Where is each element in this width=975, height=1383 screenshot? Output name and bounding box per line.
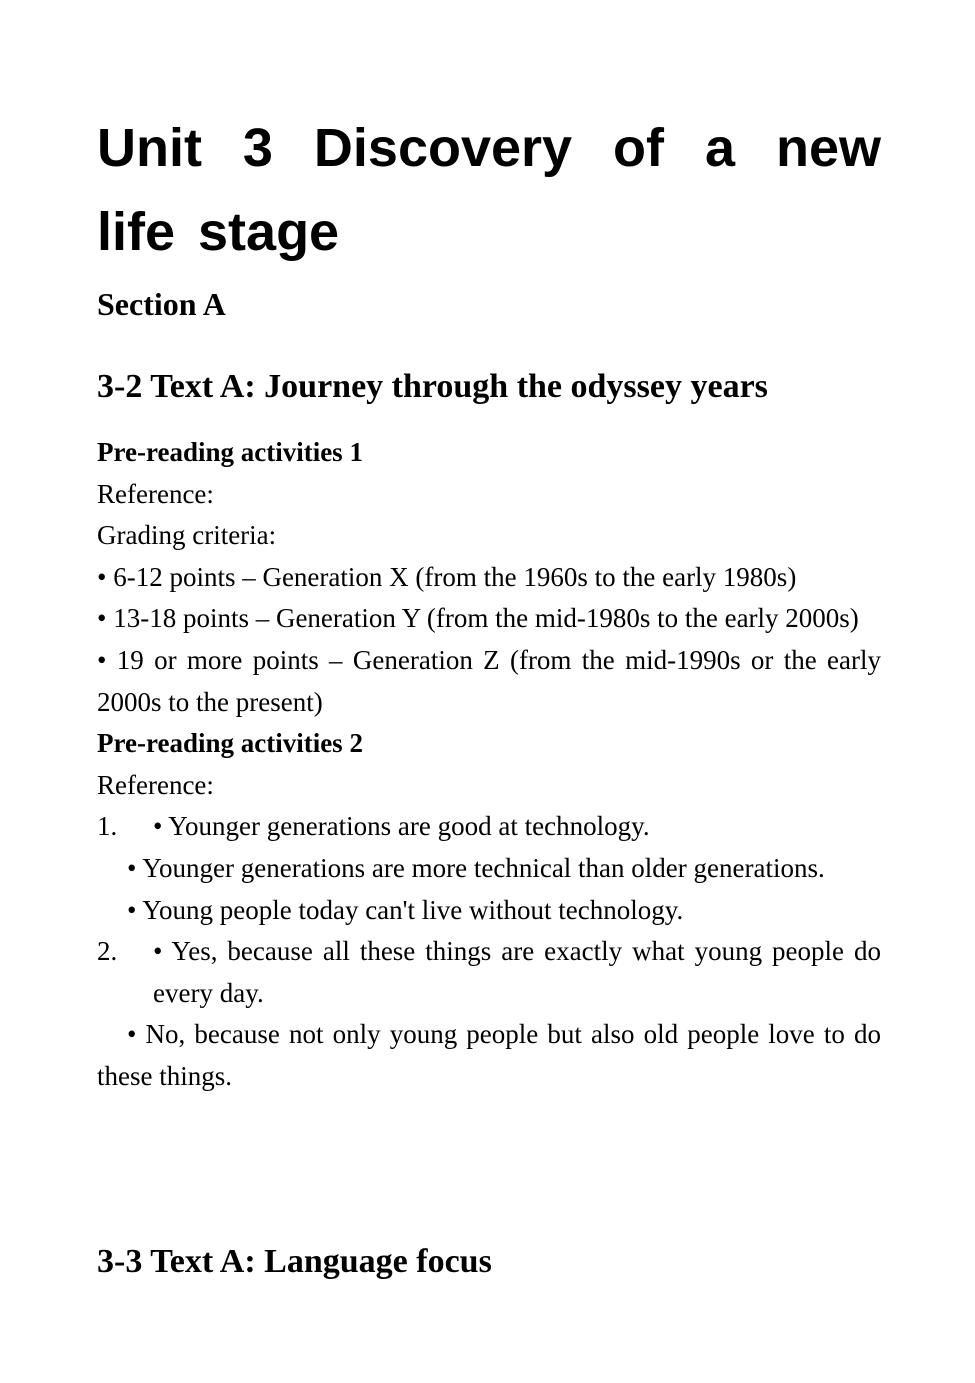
- answer-bullet: • No, because not only young people but also old people love to do these things.: [97, 1019, 881, 1091]
- reference-label: Reference:: [97, 478, 214, 509]
- criteria-item: • 13-18 points – Generation Y (from the mid-1980s to the early 2000s): [97, 603, 859, 634]
- grading-criteria-label: Grading criteria:: [97, 520, 277, 551]
- criteria-item: • 19 or more points – Generation Z (from the mid-1990s or the early 2000s to the present): [97, 644, 881, 717]
- answer-bullet: • Young people today can't live without technology.: [127, 894, 684, 925]
- language-focus-heading: 3-3 Text A: Language focus: [97, 1243, 492, 1280]
- answer-number: 1.: [97, 811, 118, 842]
- text-a-heading: 3-2 Text A: Journey through the odyssey years: [97, 368, 768, 405]
- answer-bullet: • Younger generations are good at technology.: [153, 811, 650, 842]
- reference-label: Reference:: [97, 769, 214, 800]
- pre-reading-content: [97, 432, 881, 1098]
- answer-bullet: • Yes, because all these things are exactly what young people do every day.: [153, 936, 881, 1008]
- section-title: Section A: [97, 286, 226, 322]
- pre-reading-1-heading: Pre-reading activities 1: [97, 437, 363, 467]
- unit-title: Unit 3 Discovery of a new life stage: [97, 118, 881, 262]
- criteria-item: • 6-12 points – Generation X (from the 1960s to the early 1980s): [97, 561, 797, 592]
- pre-reading-2-heading: Pre-reading activities 2: [97, 728, 363, 759]
- answer-bullet: • Younger generations are more technical than older generations.: [127, 852, 825, 883]
- answer-item-2: [97, 931, 881, 1014]
- answer-item-1: [97, 806, 881, 848]
- answer-number: 2.: [97, 936, 118, 967]
